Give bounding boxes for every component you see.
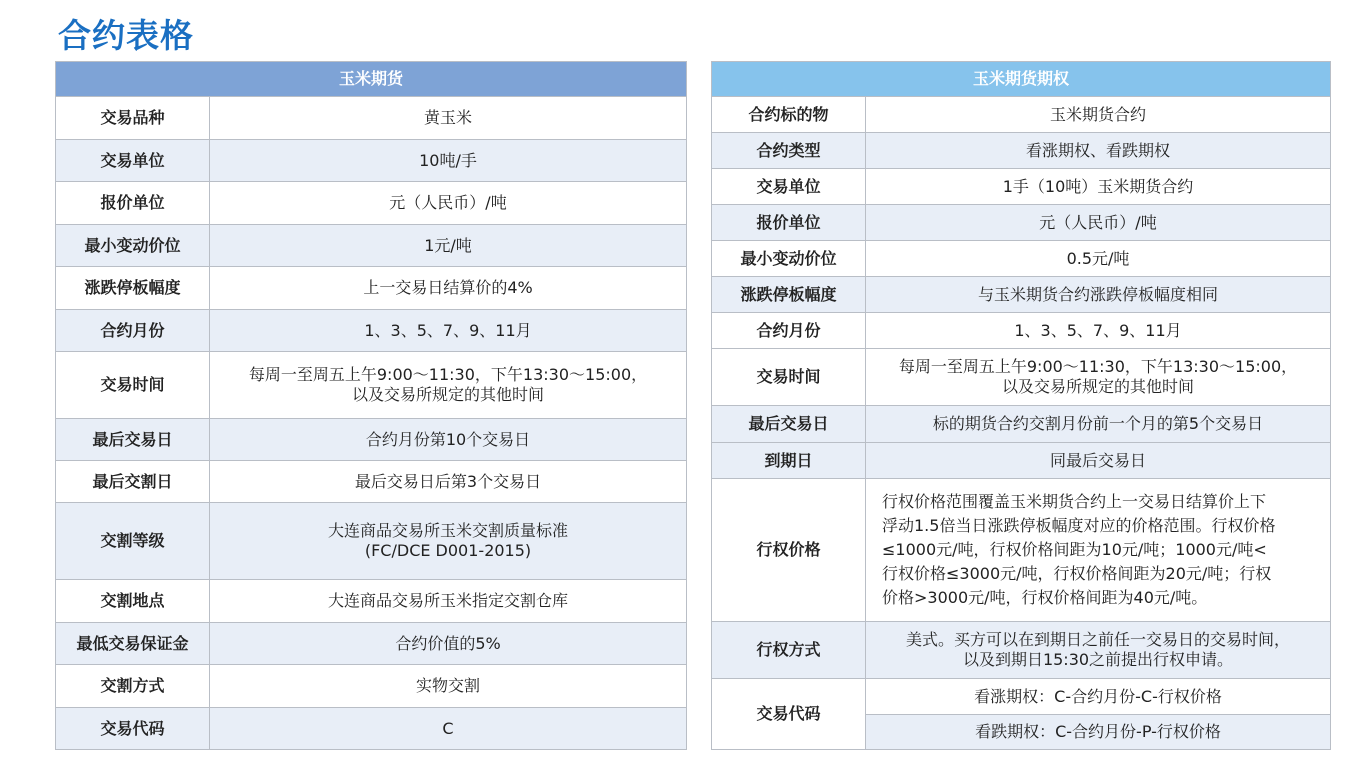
corn-futures-table [55,61,687,750]
row-value-line: 行权价格≤3000元/吨，行权价格间距为20元/吨；行权 [882,564,1272,583]
row-label: 行权方式 [712,622,866,679]
row-label: 最后交割日 [56,461,210,503]
row-value: 与玉米期货合约涨跌停板幅度相同 [866,277,1331,313]
row-value: 看涨期权、看跌期权 [866,133,1331,169]
row-value-line: ≤1000元/吨，行权价格间距为10元/吨；1000元/吨< [882,540,1267,559]
row-value: 合约价值的5% [210,623,687,665]
row-value [866,622,1331,679]
row-value: C [210,708,687,750]
row-label: 到期日 [712,443,866,479]
row-value-line: 美式。买方可以在到期日之前任一交易日的交易时间， [906,630,1291,649]
row-label: 交割方式 [56,665,210,708]
row-value: 1元/吨 [210,225,687,267]
table-header: 玉米期货 [56,62,687,97]
row-value-line: 价格>3000元/吨，行权价格间距为40元/吨。 [882,588,1208,607]
row-label: 涨跌停板幅度 [56,267,210,310]
row-value: 元（人民币）/吨 [210,182,687,225]
row-value-line: 每周一至周五上午9:00～11:30，下午13:30～15:00， [898,357,1298,376]
row-value: 1手（10吨）玉米期货合约 [866,169,1331,205]
row-label: 最后交易日 [712,406,866,443]
row-label: 交易时间 [712,349,866,406]
row-label: 交割地点 [56,580,210,623]
row-value: 看跌期权：C-合约月份-P-行权价格 [866,715,1331,750]
row-value: 实物交割 [210,665,687,708]
row-label: 交易时间 [56,352,210,419]
row-label: 交易单位 [712,169,866,205]
row-label: 报价单位 [56,182,210,225]
row-value: 元（人民币）/吨 [866,205,1331,241]
row-label: 最小变动价位 [712,241,866,277]
row-value [210,503,687,580]
row-value: 黄玉米 [210,97,687,140]
row-value: 同最后交易日 [866,443,1331,479]
row-label: 行权价格 [712,479,866,622]
row-value: 1、3、5、7、9、11月 [210,310,687,352]
row-value-line: (FC/DCE D001-2015) [364,541,532,560]
row-value: 1、3、5、7、9、11月 [866,313,1331,349]
row-value-line: 以及到期日15:30之前提出行权申请。 [962,650,1234,669]
row-value-line: 浮动1.5倍当日涨跌停板幅度对应的价格范围。行权价格 [882,516,1276,535]
row-label: 最低交易保证金 [56,623,210,665]
row-value: 10吨/手 [210,140,687,182]
row-label: 合约标的物 [712,97,866,133]
row-value [866,349,1331,406]
row-label: 合约月份 [712,313,866,349]
row-value: 看涨期权：C-合约月份-C-行权价格 [866,679,1331,715]
row-value: 上一交易日结算价的4% [210,267,687,310]
row-label: 报价单位 [712,205,866,241]
row-value: 玉米期货合约 [866,97,1331,133]
row-value-line: 每周一至周五上午9:00～11:30，下午13:30～15:00， [248,365,648,384]
table-header: 玉米期货期权 [712,62,1331,97]
row-value: 0.5元/吨 [866,241,1331,277]
row-value: 标的期货合约交割月份前一个月的第5个交易日 [866,406,1331,443]
row-label: 最小变动价位 [56,225,210,267]
row-value-line: 以及交易所规定的其他时间 [1002,377,1195,396]
row-value-line: 行权价格范围覆盖玉米期货合约上一交易日结算价上下 [882,492,1267,511]
row-label: 合约类型 [712,133,866,169]
row-label: 交易品种 [56,97,210,140]
row-label: 交割等级 [56,503,210,580]
corn-options-table [711,61,1331,750]
row-value: 合约月份第10个交易日 [210,419,687,461]
row-label: 交易代码 [712,679,866,750]
row-label: 交易单位 [56,140,210,182]
row-label: 交易代码 [56,708,210,750]
row-label: 最后交易日 [56,419,210,461]
row-label: 涨跌停板幅度 [712,277,866,313]
row-value: 大连商品交易所玉米指定交割仓库 [210,580,687,623]
row-value: 最后交易日后第3个交易日 [210,461,687,503]
row-value [210,352,687,419]
row-value-line: 以及交易所规定的其他时间 [352,385,545,404]
row-value [866,479,1331,622]
page-title: 合约表格 [58,16,194,55]
row-value-line: 大连商品交易所玉米交割质量标准 [328,521,569,540]
row-label: 合约月份 [56,310,210,352]
